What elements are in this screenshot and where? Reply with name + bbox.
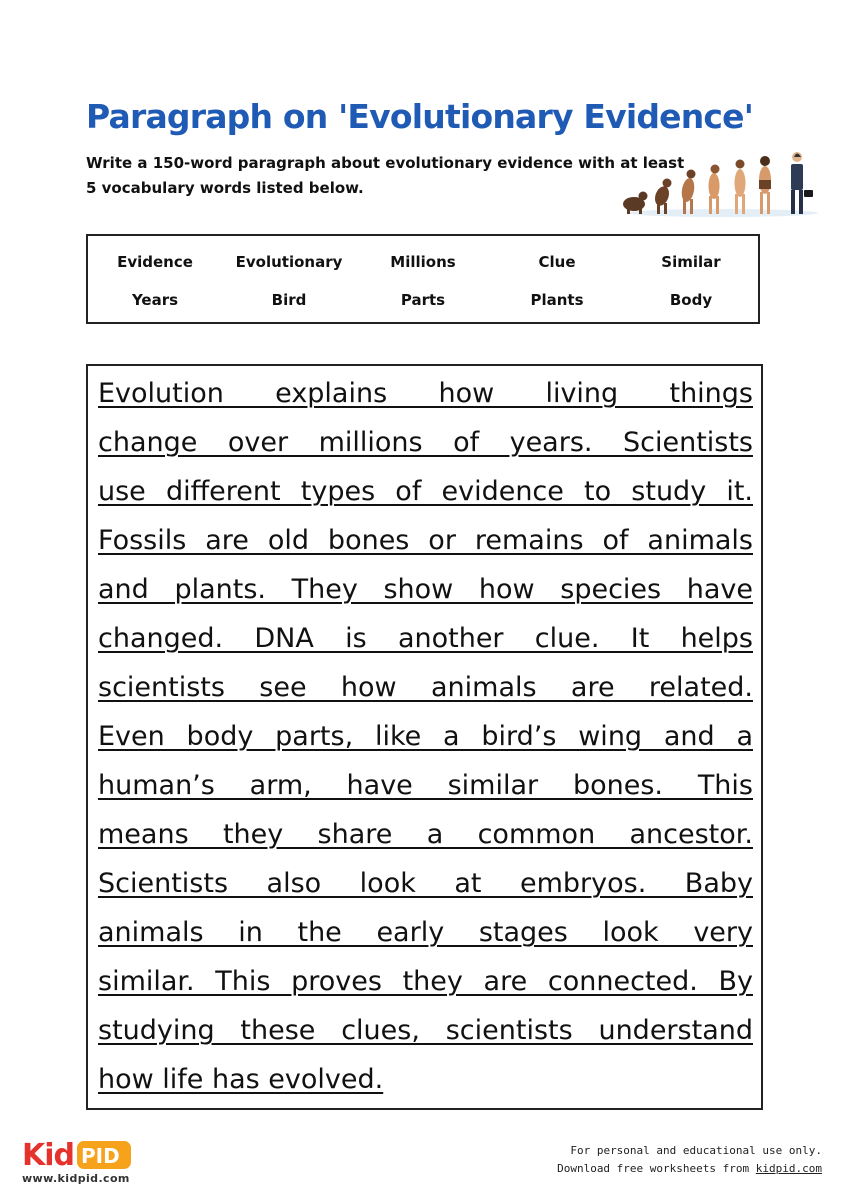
paragraph-line: Fossils are old bones or remains of animals	[98, 525, 753, 556]
instructions	[86, 151, 686, 201]
paragraph-line: changed. DNA is another clue. It helps	[98, 623, 753, 654]
paragraph-line: human’s arm, have similar bones. This	[98, 770, 753, 801]
svg-text:PID: PID	[81, 1144, 120, 1168]
vocabulary-word: Plants	[530, 291, 584, 309]
paragraph-line: and plants. They show how species have	[98, 574, 753, 605]
hominid-figure-icon	[680, 170, 696, 215]
vocabulary-word: Bird	[271, 291, 307, 309]
vocabulary-word: Evidence	[117, 253, 193, 271]
paragraph-line: means they share a common ancestor.	[98, 819, 753, 850]
paragraph-line: how life has evolved.	[98, 1064, 384, 1095]
footer-link[interactable]: kidpid.com	[755, 1162, 822, 1175]
vocabulary-word: Evolutionary	[235, 253, 343, 271]
early-human-figure-icon	[709, 165, 720, 215]
footer-line	[557, 1160, 822, 1178]
vocabulary-row	[88, 252, 758, 272]
vocabulary-word: Parts	[400, 291, 446, 309]
paragraph-line: change over millions of years. Scientists	[98, 427, 753, 458]
paragraph-line: Even body parts, like a bird’s wing and a	[98, 721, 753, 752]
early-hominid-figure-icon	[652, 179, 671, 215]
businessman-figure-icon	[791, 152, 813, 214]
vocabulary-word: Body	[669, 291, 713, 309]
paragraph-line: use different types of evidence to study it.	[98, 476, 753, 507]
human-figure-icon	[735, 160, 746, 215]
caveman-figure-icon	[759, 156, 771, 214]
paragraph-line: scientists see how animals are related.	[98, 672, 753, 703]
vocabulary-word: Similar	[661, 253, 721, 271]
paragraph-line: animals in the early stages look very	[98, 917, 753, 948]
footer-text: Download free worksheets from	[557, 1162, 756, 1175]
human-evolution-illustration	[618, 140, 818, 220]
svg-text:Kid: Kid	[22, 1138, 75, 1173]
footer-note	[557, 1142, 822, 1178]
logo-url[interactable]: www.kidpid.com	[22, 1172, 130, 1185]
vocabulary-box	[86, 234, 760, 324]
paragraph-line: similar. This proves they are connected. By	[98, 966, 753, 997]
vocabulary-word: Millions	[390, 253, 456, 271]
vocabulary-word: Clue	[538, 253, 576, 271]
instructions-line: 5 vocabulary words listed below.	[86, 179, 364, 197]
paragraph-line: Evolution explains how living things	[98, 378, 753, 409]
page-title: Paragraph on 'Evolutionary Evidence'	[86, 97, 754, 136]
ape-figure-icon	[623, 192, 648, 215]
paragraph-line: studying these clues, scientists understand	[98, 1015, 753, 1046]
instructions-line: Write a 150-word paragraph about evolutionary evidence with at least	[86, 154, 685, 172]
vocabulary-word: Years	[131, 291, 179, 309]
paragraph-box	[86, 364, 763, 1110]
kidpid-logo[interactable]	[22, 1133, 142, 1173]
paragraph-line: Scientists also look at embryos. Baby	[98, 868, 753, 899]
vocabulary-row	[88, 290, 758, 310]
footer-line: For personal and educational use only.	[570, 1144, 822, 1157]
